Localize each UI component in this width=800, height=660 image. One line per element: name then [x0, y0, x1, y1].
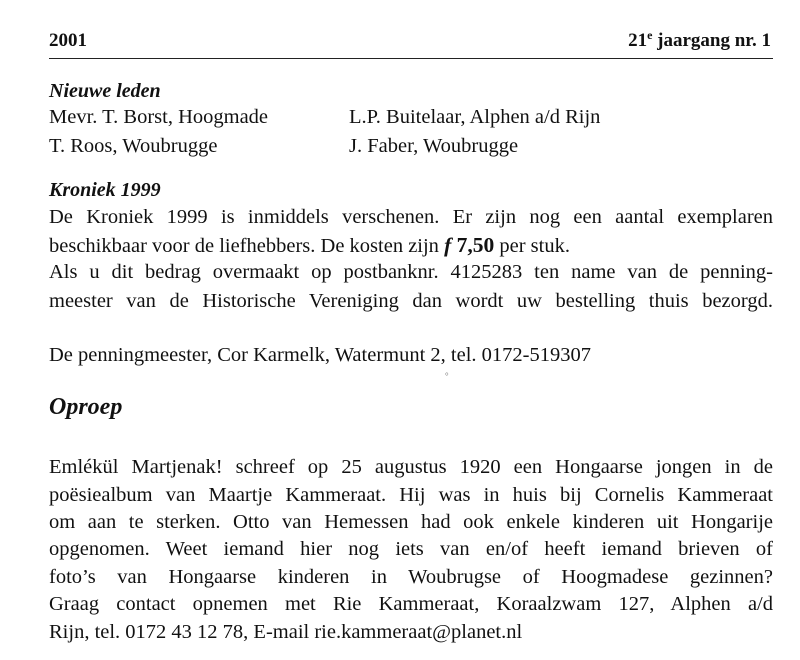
- header-issue: [628, 28, 771, 54]
- page-header: [49, 28, 773, 59]
- oproep-line: Emlékül Martjenak! schreef op 25 augustus 1920 een Hongaarse jongen in de: [49, 456, 773, 478]
- section-title-nieuwe-leden: Nieuwe leden: [49, 80, 161, 102]
- section-title-kroniek: Kroniek 1999: [49, 179, 161, 201]
- issue-number: 21: [628, 30, 648, 51]
- kroniek-line-2-start: beschikbaar voor de liefhebbers. De kosten zijn: [49, 235, 445, 257]
- scan-speck: °: [445, 371, 449, 381]
- oproep-line: om aan te sterken. Otto van Hemessen had ook enkele kinderen uit Hongarije: [49, 511, 773, 533]
- kroniek-line-2: [49, 232, 570, 259]
- guilder-symbol: f: [444, 233, 452, 257]
- oproep-line: Rijn, tel. 0172 43 12 78, E-mail rie.kammeraat@planet.nl: [49, 621, 523, 643]
- section-title-oproep: Oproep: [49, 394, 123, 420]
- penningmeester-signature: De penningmeester, Cor Karmelk, Watermunt 2, tel. 0172-519307: [49, 344, 591, 366]
- issue-label: jaargang nr. 1: [652, 30, 771, 51]
- header-year: 2001: [49, 30, 87, 51]
- kroniek-line-2-end: per stuk.: [494, 235, 570, 257]
- oproep-line: poësiealbum van Maartje Kammeraat. Hij was in huis bij Cornelis Kammeraat: [49, 484, 773, 506]
- member-name: J. Faber, Woubrugge: [349, 135, 519, 157]
- oproep-line: opgenomen. Weet iemand hier nog iets van en/of heeft iemand brieven of: [49, 538, 773, 560]
- kroniek-line-3: Als u dit bedrag overmaakt op postbanknr. 4125283 ten name van de penning-: [49, 261, 773, 283]
- member-name: T. Roos, Woubrugge: [49, 135, 218, 157]
- kroniek-line-1: De Kroniek 1999 is inmiddels verschenen. Er zijn nog een aantal exemplaren: [49, 206, 773, 228]
- oproep-line: foto’s van Hongaarse kinderen in Woubrugse of Hoogmadese gezinnen?: [49, 566, 773, 588]
- issue-ordinal: e: [647, 28, 653, 42]
- price: [444, 233, 494, 257]
- kroniek-line-4: meester van de Historische Vereniging dan wordt uw bestelling thuis bezorgd.: [49, 290, 773, 312]
- member-name: Mevr. T. Borst, Hoogmade: [49, 106, 269, 128]
- price-value: 7,50: [456, 233, 495, 257]
- oproep-line: Graag contact opnemen met Rie Kammeraat, Koraalzwam 127, Alphen a/d: [49, 593, 773, 615]
- member-name: L.P. Buitelaar, Alphen a/d Rijn: [349, 106, 601, 128]
